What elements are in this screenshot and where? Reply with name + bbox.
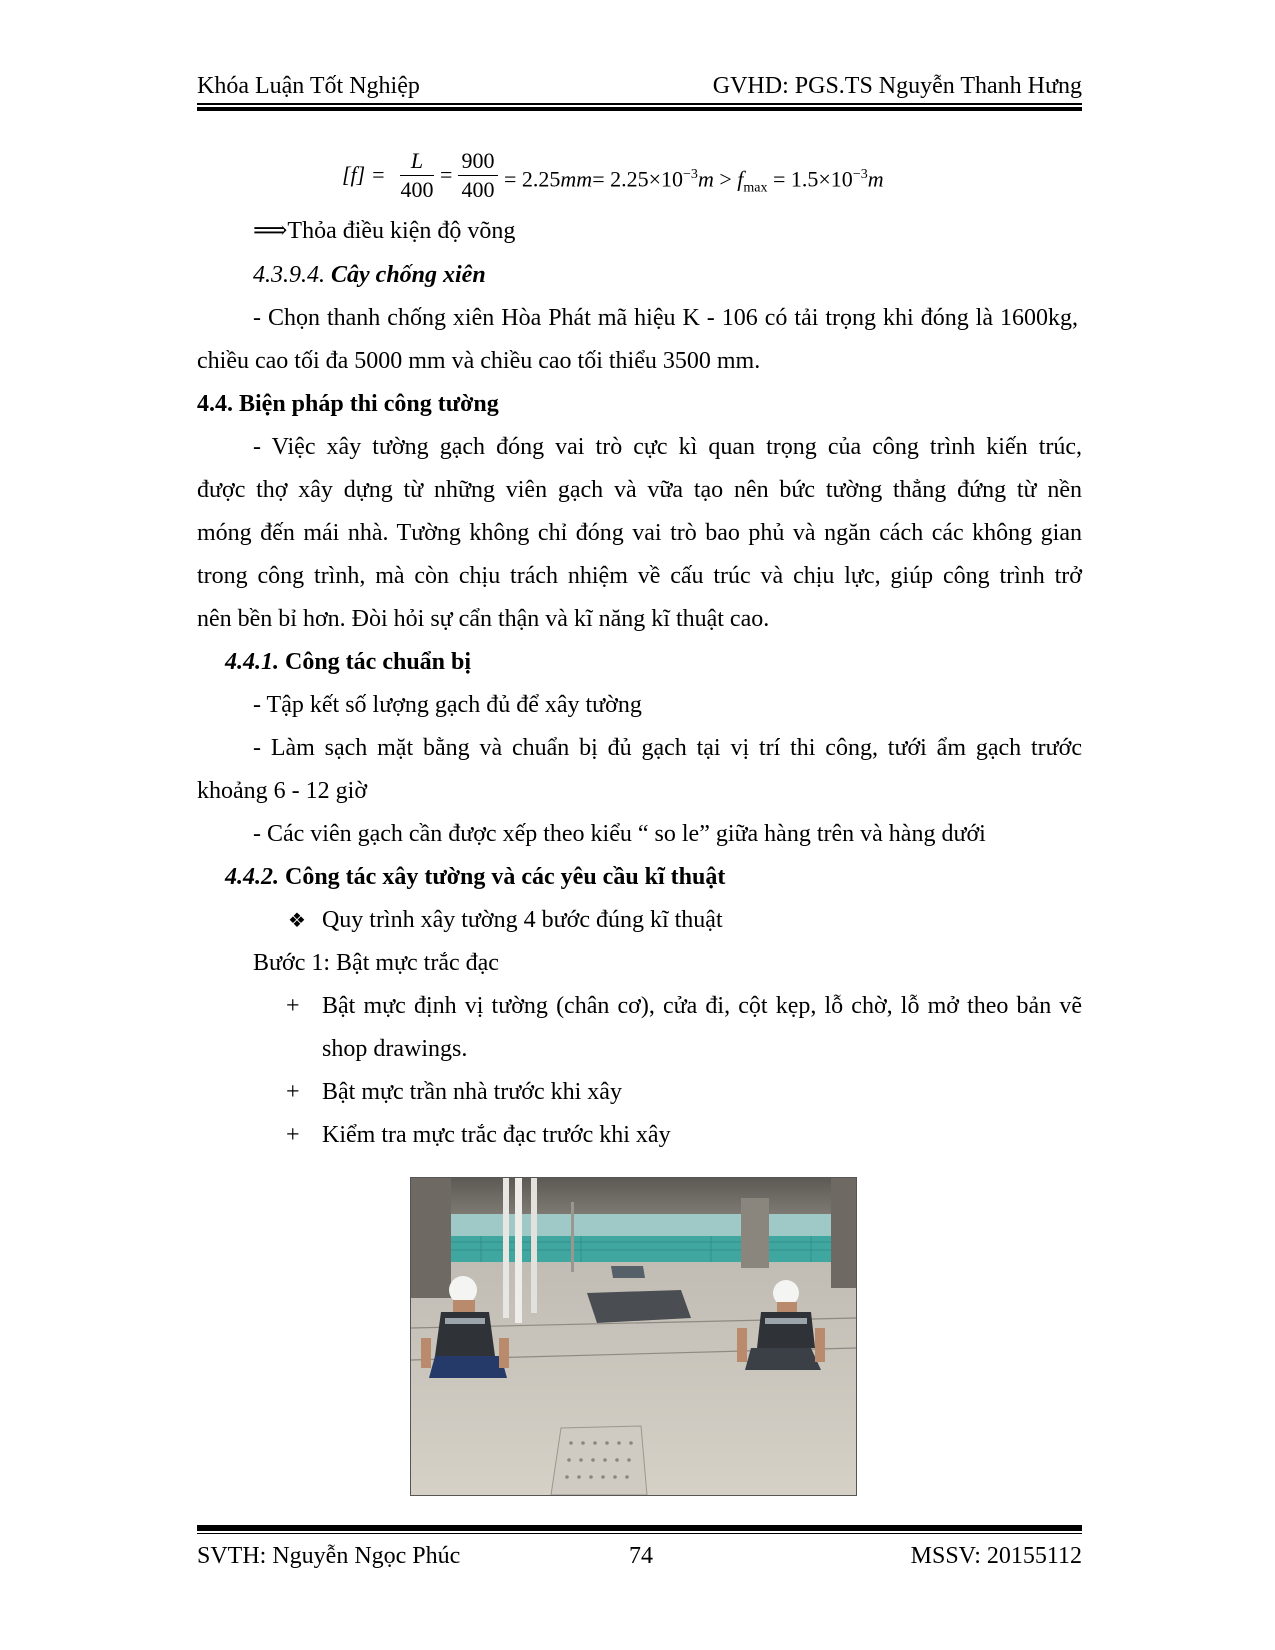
header-right: GVHD: PGS.TS Nguyễn Thanh Hưng <box>712 73 1082 99</box>
section-44-para-line2: được thợ xây dựng từ những viên gạch và vữa tạo nên bức tường thẳng đứng từ nền <box>197 477 1082 503</box>
section-4394-heading: 4.3.9.4. Cây chống xiên <box>253 262 486 288</box>
plus-icon: + <box>286 993 300 1019</box>
construction-site-photo <box>410 1177 857 1496</box>
formula-rest: = $2.25mm= 2.25\times 10^{-3}m > f_{max} = 1.5\times 10^{-3}m$ <box>504 166 884 196</box>
section-441-item2-line2: khoảng 6 - 12 giờ <box>197 778 368 804</box>
document-page: Khóa Luận Tốt Nghiệp GVHD: PGS.TS Nguyễn Thanh Hưng [f] = $\frac{L}{400}$ = $\frac{900}{400}$ = $2.25mm= 2.25\times 10^{-3}m > f_{max} = 1.5\times 10^{-3}m$ ⟹Thỏa điều kiện độ võng 4.3.9.4. Cây chống xiên - Chọn thanh chống xiên Hòa Phát mã hiệu K - 106 có tải trọng khi đóng là 1600kg, chiều cao tối đa 5000 mm và chiều cao tối thiểu 3500 mm. 4.4. Biện pháp thi công tường - Việc xây tường gạch đóng vai trò cực kì quan trọng của công trình kiến trúc, được thợ xây dựng từ những viên gạch và vữa tạo nên bức tường thẳng đứng từ nền móng đến mái nhà. Tường không chỉ đóng vai trò bao phủ và ngăn cách các không gian trong công trình, mà còn chịu trách nhiệm về cấu trúc và chịu lực, giúp công trình trở nên bền bỉ hơn. Đòi hỏi sự cẩn thận và kĩ năng kĩ thuật cao. 4.4.1. Công tác chuẩn bị - Tập kết số lượng gạch đủ để xây tường - Làm sạch mặt bằng và chuẩn bị đủ gạch tại vị trí thi công, tưới ẩm gạch trước khoảng 6 - 12 giờ - Các viên gạch cần được xếp theo kiểu “ so le” giữa hàng trên và hàng dưới 4.4.2. Công tác xây tường và các yêu cầu kĩ thuật ❖ Quy trình xây tường 4 bước đúng kĩ thuật Bước 1: Bật mực trắc đạc + Bật mực định vị tường (chân cơ), cửa đi, cột kẹp, lỗ chờ, lỗ mở theo bản vẽ shop drawings. + Bật mực trần nhà trước khi xây + Kiểm tra mực trắc đạc trước khi xây SVTH: Nguyễn Ngọc Phúc 74 MSSV: 20155112 <box>197 73 1082 1569</box>
step1-sub1-line2: shop drawings. <box>322 1036 468 1062</box>
section-44-para-line3: móng đến mái nhà. Tường không chỉ đóng vai trò bao phủ và ngăn cách các không gian <box>197 520 1082 546</box>
footer-right: MSSV: 20155112 <box>910 1543 1082 1569</box>
section-441-heading: 4.4.1. Công tác chuẩn bị <box>225 649 472 675</box>
section-4394-para-line1: - Chọn thanh chống xiên Hòa Phát mã hiệu K - 106 có tải trọng khi đóng là 1600kg, <box>253 305 1078 331</box>
deflection-conclusion: ⟹Thỏa điều kiện độ võng <box>253 218 516 244</box>
step1-sub3: Kiểm tra mực trắc đạc trước khi xây <box>322 1122 671 1148</box>
formula-fraction-2: $\frac{900}{400}$ <box>458 148 498 204</box>
formula-lhs: [f] = <box>342 162 386 187</box>
footer-rule <box>197 1525 1082 1534</box>
step1-sub2: Bật mực trần nhà trước khi xây <box>322 1079 622 1105</box>
section-441-item2-line1: - Làm sạch mặt bằng và chuẩn bị đủ gạch tại vị trí thi công, tưới ẩm gạch trước <box>253 735 1082 761</box>
footer-left: SVTH: Nguyễn Ngọc Phúc <box>197 1543 461 1569</box>
section-441-item1: - Tập kết số lượng gạch đủ để xây tường <box>253 692 642 718</box>
section-44-heading: 4.4. Biện pháp thi công tường <box>197 391 499 417</box>
step1-heading: Bước 1: Bật mực trắc đạc <box>253 950 499 976</box>
section-4394-para-line2: chiều cao tối đa 5000 mm và chiều cao tối thiểu 3500 mm. <box>197 348 761 374</box>
header-rule <box>197 103 1082 111</box>
section-442-bullet: ❖ Quy trình xây tường 4 bước đúng kĩ thuật <box>288 907 723 933</box>
formula-fraction-1: $\frac{L}{400}$ <box>400 148 434 202</box>
section-44-para-line5: nên bền bỉ hơn. Đòi hỏi sự cẩn thận và kĩ năng kĩ thuật cao. <box>197 606 770 632</box>
plus-icon: + <box>286 1122 300 1148</box>
section-441-item3: - Các viên gạch cần được xếp theo kiểu “ so le” giữa hàng trên và hàng dưới <box>253 821 986 847</box>
page-footer <box>197 1542 1082 1570</box>
header-left: Khóa Luận Tốt Nghiệp <box>197 73 420 99</box>
page-number: 74 <box>629 1543 653 1569</box>
section-442-heading: 4.4.2. Công tác xây tường và các yêu cầu kĩ thuật <box>225 864 726 890</box>
section-44-para-line1: - Việc xây tường gạch đóng vai trò cực kì quan trọng của công trình kiến trúc, <box>253 434 1082 460</box>
diamond-bullet-icon: ❖ <box>288 908 306 932</box>
plus-icon: + <box>286 1079 300 1105</box>
step1-sub1-line1: Bật mực định vị tường (chân cơ), cửa đi, cột kẹp, lỗ chờ, lỗ mở theo bản vẽ <box>322 993 1082 1019</box>
section-44-para-line4: trong công trình, mà còn chịu trách nhiệm về cấu trúc và chịu lực, giúp công trình trở <box>197 563 1082 589</box>
page-header <box>197 72 1082 100</box>
